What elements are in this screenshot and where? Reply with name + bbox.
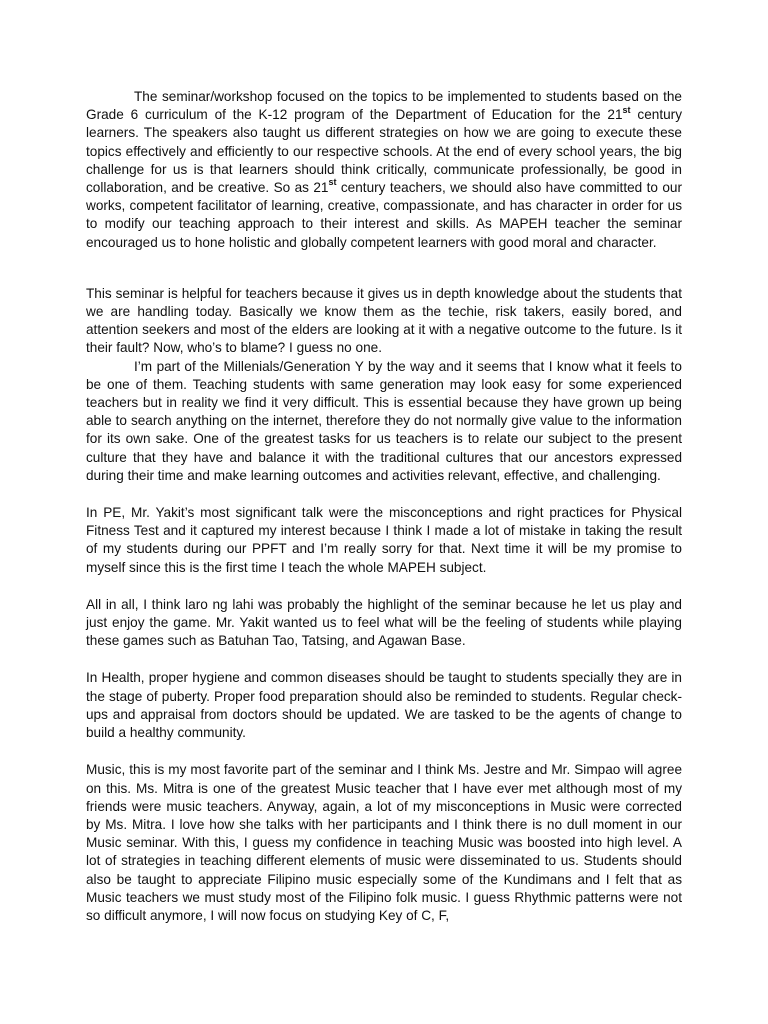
paragraph-text: century learners. The speakers also taught us different strategies on how we are going to execute these topics effectively and efficiently to our respective schools. At the end of every school years, the big challenge for us is that learners should think critically, communicate professionally, be good in collaboration, and be creative. So as 21 bbox=[86, 107, 682, 196]
paragraph-laro-ng-lahi: All in all, I think laro ng lahi was probably the highlight of the seminar because he let us play and just enjoy the game. Mr. Yakit wanted us to feel what will be the feeling of students while playing these games such as Batuhan Tao, Tatsing, and Agawan Base. bbox=[86, 596, 682, 649]
paragraph-music: Music, this is my most favorite part of the seminar and I think Ms. Jestre and Mr. Simpao will agree on this. Ms. Mitra is one of the greatest Music teacher that I have ever met although most of my friends were music teachers. Anyway, again, a lot of my misconceptions in Music were corrected by Ms. Mitra. I love how she talks with her participants and I think there is no dull moment in our Music seminar. With this, I guess my confidence in teaching Music was boosted into high level. A lot of strategies in teaching different elements of music were disseminated to us. Students should also be taught to appreciate Filipino music especially some of the Kundimans and I felt that as Music teachers we must study most of the Filipino folk music. I guess Rhythmic patterns were not so difficult anymore, I will now focus on studying Key of C, F, bbox=[86, 762, 682, 923]
paragraph-seminar-overview bbox=[86, 88, 682, 252]
paragraph-health: In Health, proper hygiene and common diseases should be taught to students specially they are in the stage of puberty. Proper food preparation should also be reminded to students. Regular check-ups and appraisal from doctors should be updated. We are tasked to be the agents of change to build a healthy community. bbox=[86, 670, 682, 741]
paragraph-text: The seminar/workshop focused on the topics to be implemented to students based on the Grade 6 curriculum of the K-12 program of the Department of Education for the 21 bbox=[86, 89, 682, 123]
superscript-st: st bbox=[328, 177, 337, 188]
paragraph-text: century teachers, we should also have committed to our works, competent facilitator of learning, creative, compassionate, and has character in order for us to modify our teaching approach to their interest and skills. As MAPEH teacher the seminar encouraged us to hone holistic and globally competent learners with good moral and character. bbox=[86, 180, 682, 250]
paragraph-millenials: I’m part of the Millenials/Generation Y by the way and it seems that I know what it feels to be one of them. Teaching students with same generation may look easy for some experienced teachers but in reality we find it very difficult. This is essential because they have grown up being able to search anything on the internet, therefore they do not normally give value to the information for its own sake. One of the greatest tasks for us teachers is to relate our subject to the present culture that they have and balance it with the traditional cultures that our ancestors expressed during their time and make learning outcomes and activities relevant, effective, and challenging. bbox=[86, 358, 682, 483]
superscript-st: st bbox=[622, 104, 631, 115]
paragraph-pe: In PE, Mr. Yakit’s most significant talk were the misconceptions and right practices for Physical Fitness Test and it captured my interest because I think I made a lot of mistake in taking the result of my students during our PPFT and I’m really sorry for that. Next time it will be my promise to myself since this is the first time I teach the whole MAPEH subject. bbox=[86, 505, 682, 575]
paragraph-seminar-helpful: This seminar is helpful for teachers because it gives us in depth knowledge about the students that we are handling today. Basically we know them as the techie, risk takers, easily bored, and attention seekers and most of the elders are looking at it with a negative outcome to the future. Is it their fault? Now, who’s to blame? I guess no one. bbox=[86, 285, 682, 356]
